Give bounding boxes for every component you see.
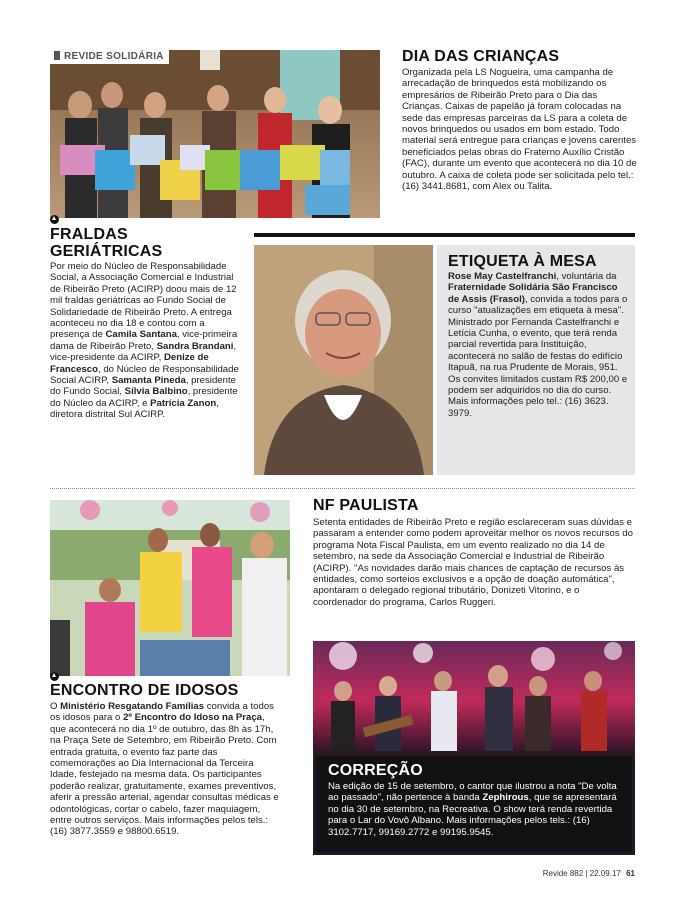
- fraldas-title: FRALDAS GERIÁTRICAS: [50, 226, 163, 260]
- page-number: 61: [626, 869, 635, 878]
- nf-paulista-body: Setenta entidades de Ribeirão Preto e região esclareceram suas dúvidas e passaram a entender como podem aproveitar melhor os novos recursos do programa Nota Fiscal Paulista, em um evento realizado no dia 14 de setembro, na sede da Associação Comercial e Industrial de Ribeirão (ACIRP). "As novidades darão mais chances de captação de recursos às entidades, como sorteios exclusivos e a opção de doação automática", apontaram o delegado regional tributário, Donizeti Vitorino, e o coordenador do programa, Carlos Ruggeri.: [313, 517, 633, 608]
- correcao-title: CORREÇÃO: [328, 762, 423, 779]
- encontro-body: O Ministério Resgatando Famílias convida a todos os idosos para o 2º Encontro do Idoso na Praça, que acontecerá no dia 1º de outubro, das 8h às 17h, na Praça Sete de Setembro, em Ribeirão Preto. Com entrada gratuita, o evento faz parte das comemorações ao Dia Internacional da Terceira Idade, festejado na mesma data. Os participantes poderão realizar, gratuitamente, exames preventivos, aferir a pressão arterial, agendar consultas médicas e odontológicas, cortar o cabelo, fazer maquiagem, entre outros serviços. Mais informações pelos tels.: (16) 3877.3559 e 98800.6519.: [50, 701, 279, 838]
- footer: [520, 869, 635, 878]
- section-rule: [254, 233, 635, 237]
- etiqueta-body: Rose May Castelfranchi, voluntária da Fraternidade Solidária São Francisco de Assis (Frasol), convida a todos para o curso "atualizações em etiqueta à mesa". Ministrado por Fernanda Castelfranchi e Letícia Cunha, o evento, que terá renda parcial revertida para Instituição, acontecerá no salão de festas do edifício Itapuã, na rua Prudente de Morais, 951. Os convites limitados custam R$ 200,00 e podem ser adquiridos no dia do curso. Mais informações pelo tel.: (16) 3623. 3979.: [448, 271, 628, 419]
- encontro-title: ENCONTRO DE IDOSOS: [50, 682, 239, 699]
- nf-paulista-title: NF PAULISTA: [313, 497, 419, 514]
- arrow-up-icon: [50, 672, 59, 681]
- photo-encontro-idosos: [50, 500, 290, 676]
- footer-issue: Revide 882 | 22.09.17: [542, 869, 621, 878]
- correcao-body: Na edição de 15 de setembro, o cantor que ilustrou a nota "De volta ao passado", não pertence à banda Zephirous, que se apresentará no dia 30 de setembro, na Recreativa. O show terá renda revertida para o Lar do Vovô Albano. Mais informações pelos tels.: (16) 3102.7717, 99169.2772 e 99195.9545.: [328, 781, 617, 838]
- dotted-divider: [50, 488, 635, 489]
- fraldas-body: Por meio do Núcleo de Responsabilidade Social, a Associação Comercial e Industrial de Ribeirão Preto (ACIRP) doou mais de 12 mil fraldas geriátricas ao Fundo Social de Solidariedade de Ribeirão Preto. A entrega aconteceu no dia 18 e contou com a presença de Camila Santana, vice-primeira dama de Ribeirão Preto, Sandra Brandani, vice-presidente da ACIRP, Denize de Francesco, do Núcleo de Responsabilidade Social ACIRP, Samanta Pineda, presidente do Fundo Social, Sílvia Balbino, presidente do Núcleo da ACIRP, e Patrícia Zanon, diretora distrital Sul ACIRP.: [50, 261, 239, 421]
- dia-criancas-body: Organizada pela LS Nogueira, uma campanha de arrecadação de brinquedos está mobilizando os empresários de Ribeirão Preto para o Dia das Crianças. Caixas de papelão já foram colocadas na sede das empresas parceiras da LS para a coleta de novos brinquedos ou usados em bom estado. Todo material será entregue para crianças e jovens carentes beneficiados pelas obras do Fraterno Auxílio Cristão (FAC), durante um evento que acontecerá no dia 10 de outubro. A caixa de coleta pode ser solicitada pelo tel.: (16) 3441.8681, com Alex ou Talita.: [402, 67, 637, 193]
- section-tag-marker: [54, 51, 60, 60]
- etiqueta-title: ETIQUETA À MESA: [448, 253, 597, 270]
- photo-rose-may: [254, 245, 433, 475]
- dia-criancas-title: DIA DAS CRIANÇAS: [402, 48, 560, 65]
- section-tag: REVIDE SOLIDÁRIA: [50, 50, 169, 64]
- arrow-up-icon: [50, 215, 59, 224]
- photo-donation-group: [50, 50, 380, 218]
